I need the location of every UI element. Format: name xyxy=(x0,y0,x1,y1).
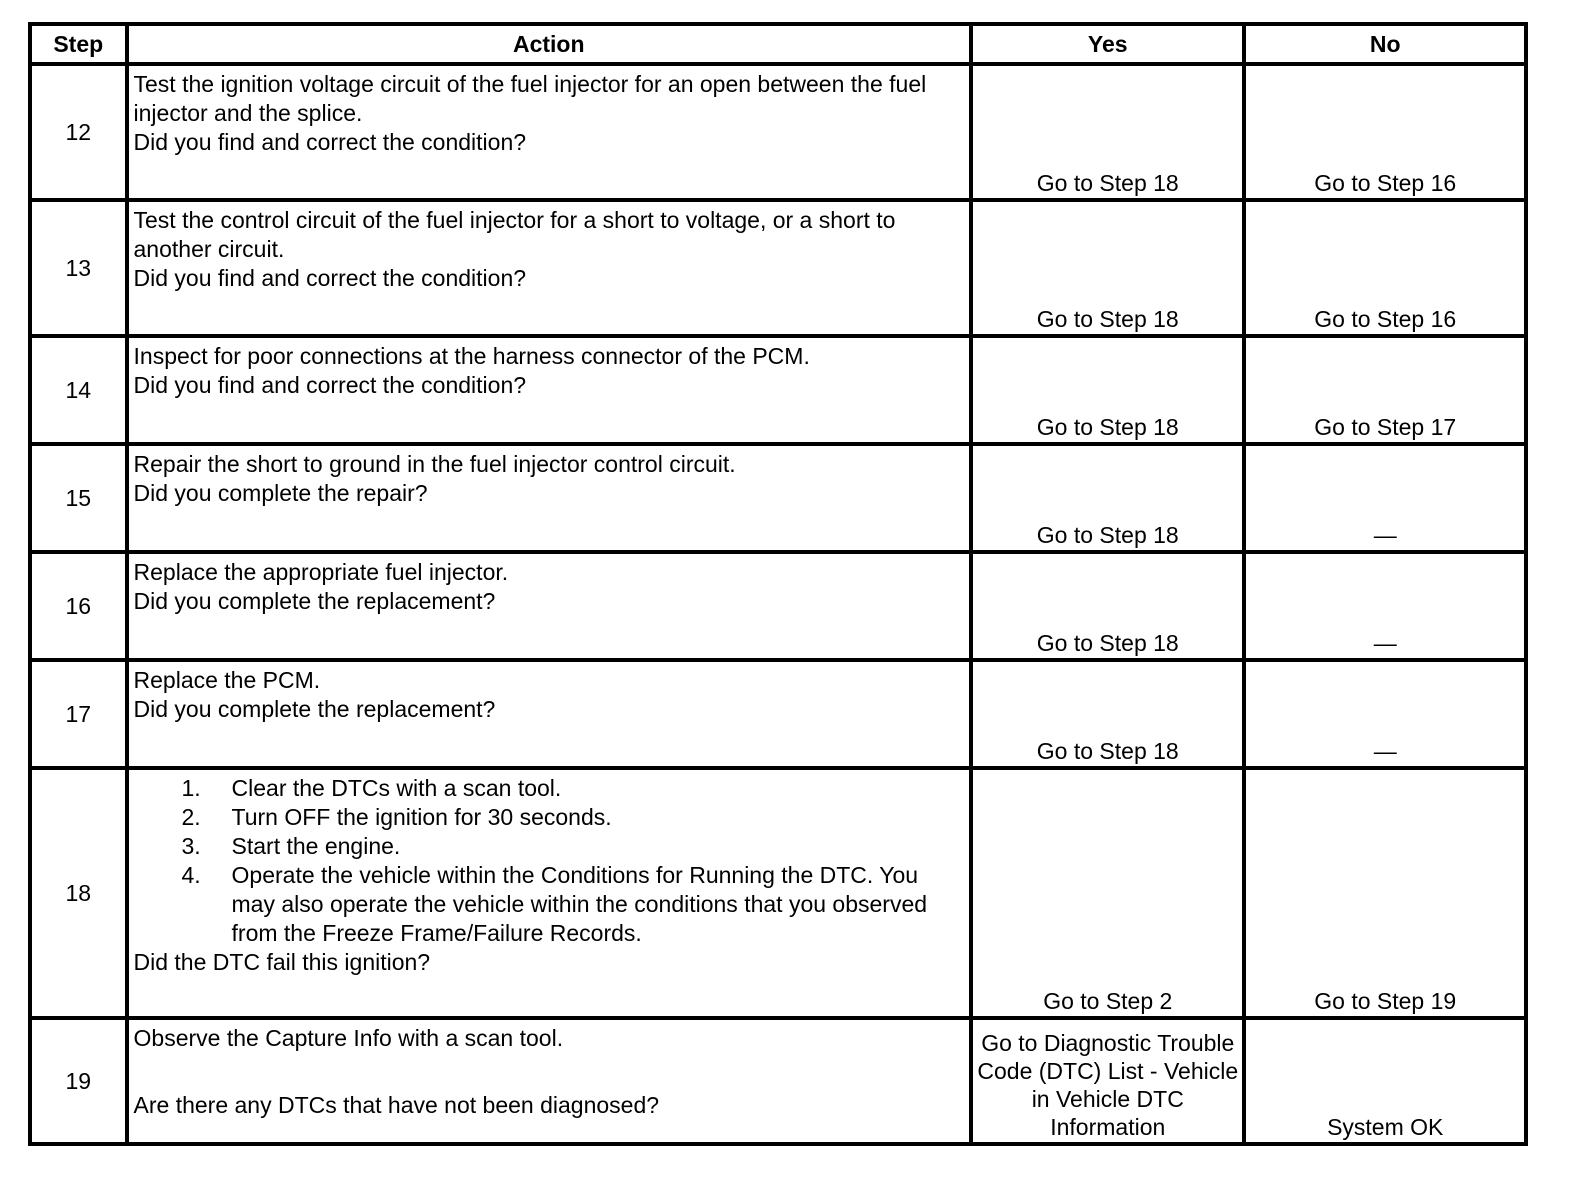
no-result: Go to Step 19 xyxy=(1244,768,1526,1018)
list-item-number: 4. xyxy=(181,862,201,888)
table-row-step-13 xyxy=(30,200,1526,336)
table-row-step-14 xyxy=(30,336,1526,444)
action-question: Are there any DTCs that have not been diagnosed? xyxy=(133,1092,660,1118)
action-text: Inspect for poor connections at the harness connector of the PCM. xyxy=(133,343,810,369)
action-text: Test the control circuit of the fuel injector for a short to voltage, or a short to another circuit. xyxy=(133,207,896,262)
list-item-text: Clear the DTCs with a scan tool. xyxy=(231,775,562,801)
list-item xyxy=(181,803,962,832)
list-item-text: Turn OFF the ignition for 30 seconds. xyxy=(231,804,612,830)
yes-result: Go to Step 2 xyxy=(971,768,1244,1018)
step-number: 14 xyxy=(30,336,127,444)
diagnostic-table xyxy=(28,22,1528,1146)
action-question: Did you complete the replacement? xyxy=(133,588,496,614)
header-yes: Yes xyxy=(971,24,1244,64)
yes-result: Go to Step 18 xyxy=(971,660,1244,768)
no-result: — xyxy=(1244,660,1526,768)
list-item-number: 1. xyxy=(181,775,201,801)
table-row-step-15 xyxy=(30,444,1526,552)
no-result: — xyxy=(1244,552,1526,660)
table-row-step-12 xyxy=(30,64,1526,200)
action-question: Did you find and correct the condition? xyxy=(133,372,527,398)
step-number: 19 xyxy=(30,1018,127,1144)
no-result: Go to Step 17 xyxy=(1244,336,1526,444)
step-number: 13 xyxy=(30,200,127,336)
action-text: Test the ignition voltage circuit of the fuel injector for an open between the fuel injector and the splice. xyxy=(133,71,927,126)
list-item-text: Start the engine. xyxy=(231,833,401,859)
header-row xyxy=(30,24,1526,64)
action-text: Replace the PCM. xyxy=(133,667,321,693)
header-no: No xyxy=(1244,24,1526,64)
step-number: 18 xyxy=(30,768,127,1018)
list-item xyxy=(181,774,962,803)
yes-result: Go to Step 18 xyxy=(971,64,1244,200)
list-item-text: Operate the vehicle within the Conditions for Running the DTC. You may also operate the vehicle within the conditions that you observed from the Freeze Frame/Failure Records. xyxy=(231,862,928,946)
list-item-number: 2. xyxy=(181,804,201,830)
action-question: Did you complete the replacement? xyxy=(133,696,496,722)
yes-result: Go to Step 18 xyxy=(971,336,1244,444)
no-result: — xyxy=(1244,444,1526,552)
no-result: Go to Step 16 xyxy=(1244,200,1526,336)
yes-result: Go to Step 18 xyxy=(971,552,1244,660)
action-question: Did the DTC fail this ignition? xyxy=(133,949,431,975)
procedure-list xyxy=(134,774,962,948)
table-row-step-16 xyxy=(30,552,1526,660)
no-result: System OK xyxy=(1244,1018,1526,1144)
no-result: Go to Step 16 xyxy=(1244,64,1526,200)
list-item-number: 3. xyxy=(181,833,201,859)
header-step: Step xyxy=(30,24,127,64)
yes-result: Go to Diagnostic Trouble Code (DTC) List - Vehicle in Vehicle DTC Information xyxy=(971,1018,1244,1144)
action-question: Did you find and correct the condition? xyxy=(133,265,527,291)
step-number: 12 xyxy=(30,64,127,200)
list-item xyxy=(181,861,962,948)
step-number: 17 xyxy=(30,660,127,768)
table-row-step-18 xyxy=(30,768,1526,1018)
action-text: Repair the short to ground in the fuel injector control circuit. xyxy=(133,451,736,477)
action-text: Replace the appropriate fuel injector. xyxy=(133,559,509,585)
table-row-step-17 xyxy=(30,660,1526,768)
yes-result: Go to Step 18 xyxy=(971,444,1244,552)
table-row-step-19 xyxy=(30,1018,1526,1144)
yes-result: Go to Step 18 xyxy=(971,200,1244,336)
step-number: 16 xyxy=(30,552,127,660)
action-question: Did you find and correct the condition? xyxy=(133,129,527,155)
list-item xyxy=(181,832,962,861)
action-question: Did you complete the repair? xyxy=(133,480,428,506)
action-text: Observe the Capture Info with a scan tool. xyxy=(133,1025,564,1051)
step-number: 15 xyxy=(30,444,127,552)
header-action: Action xyxy=(127,24,972,64)
